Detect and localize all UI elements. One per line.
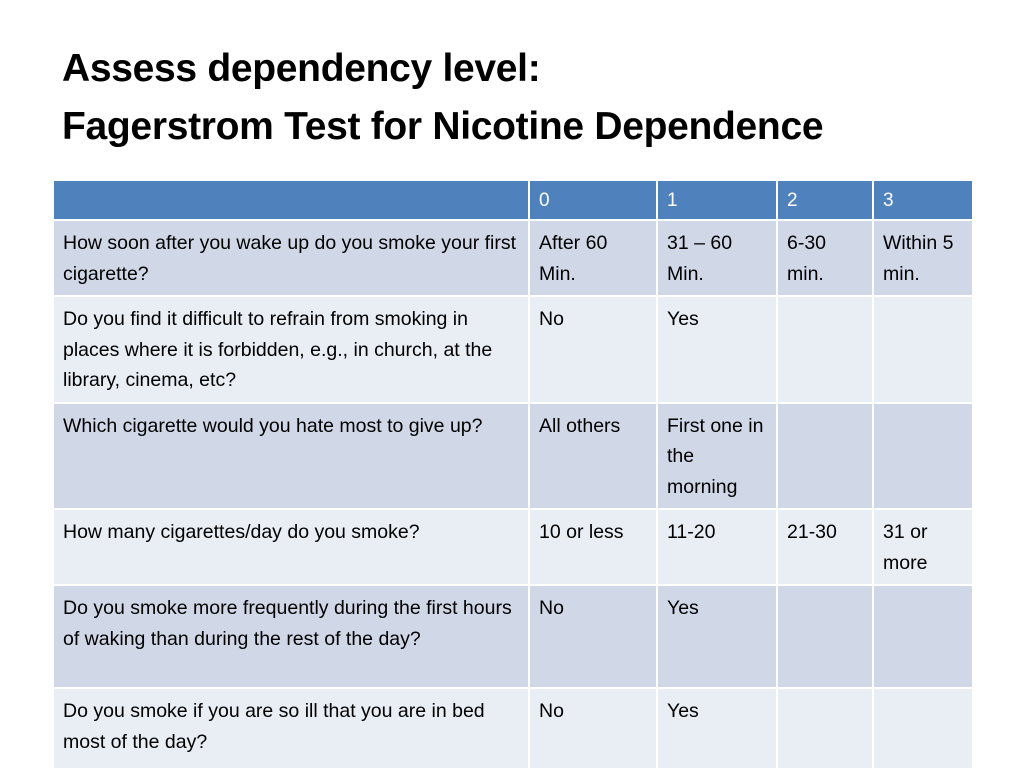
table-row bbox=[53, 509, 973, 585]
score-3-cell bbox=[873, 296, 973, 403]
score-0-cell: All others bbox=[529, 403, 657, 510]
score-2-cell bbox=[777, 585, 873, 688]
table-row bbox=[53, 403, 973, 510]
score-2-cell bbox=[777, 296, 873, 403]
header-cell-score-2: 2 bbox=[777, 180, 873, 220]
header-cell-score-3: 3 bbox=[873, 180, 973, 220]
slide-title bbox=[62, 40, 823, 156]
fagerstrom-table bbox=[52, 179, 974, 768]
score-1-cell: Yes bbox=[657, 585, 777, 688]
score-1-cell: Yes bbox=[657, 688, 777, 768]
question-cell: Do you smoke more frequently during the first hours of waking than during the rest of the day? bbox=[53, 585, 529, 688]
question-cell: Do you smoke if you are so ill that you are in bed most of the day? bbox=[53, 688, 529, 768]
title-line-2: Fagerstrom Test for Nicotine Dependence bbox=[62, 105, 824, 148]
score-0-cell: No bbox=[529, 585, 657, 688]
question-cell: Which cigarette would you hate most to give up? bbox=[53, 403, 529, 510]
table-row bbox=[53, 296, 973, 403]
table-header-row bbox=[53, 180, 973, 220]
score-3-cell bbox=[873, 585, 973, 688]
score-3-cell: Within 5 min. bbox=[873, 220, 973, 296]
score-2-cell bbox=[777, 688, 873, 768]
table-row bbox=[53, 585, 973, 688]
score-0-cell: No bbox=[529, 688, 657, 768]
score-0-cell: After 60 Min. bbox=[529, 220, 657, 296]
score-1-cell: First one in the morning bbox=[657, 403, 777, 510]
score-2-cell: 6-30 min. bbox=[777, 220, 873, 296]
question-cell: How many cigarettes/day do you smoke? bbox=[53, 509, 529, 585]
score-2-cell: 21-30 bbox=[777, 509, 873, 585]
question-cell: Do you find it difficult to refrain from smoking in places where it is forbidden, e.g., in church, at the library, cinema, etc? bbox=[53, 296, 529, 403]
header-cell-question bbox=[53, 180, 529, 220]
table-row bbox=[53, 688, 973, 768]
score-1-cell: 31 – 60 Min. bbox=[657, 220, 777, 296]
score-3-cell: 31 or more bbox=[873, 509, 973, 585]
score-1-cell: Yes bbox=[657, 296, 777, 403]
table-row bbox=[53, 220, 973, 296]
header-cell-score-1: 1 bbox=[657, 180, 777, 220]
score-1-cell: 11-20 bbox=[657, 509, 777, 585]
question-cell: How soon after you wake up do you smoke your first cigarette? bbox=[53, 220, 529, 296]
header-cell-score-0: 0 bbox=[529, 180, 657, 220]
score-3-cell bbox=[873, 688, 973, 768]
score-0-cell: No bbox=[529, 296, 657, 403]
score-3-cell bbox=[873, 403, 973, 510]
title-line-1: Assess dependency level: bbox=[62, 47, 541, 90]
score-2-cell bbox=[777, 403, 873, 510]
score-0-cell: 10 or less bbox=[529, 509, 657, 585]
